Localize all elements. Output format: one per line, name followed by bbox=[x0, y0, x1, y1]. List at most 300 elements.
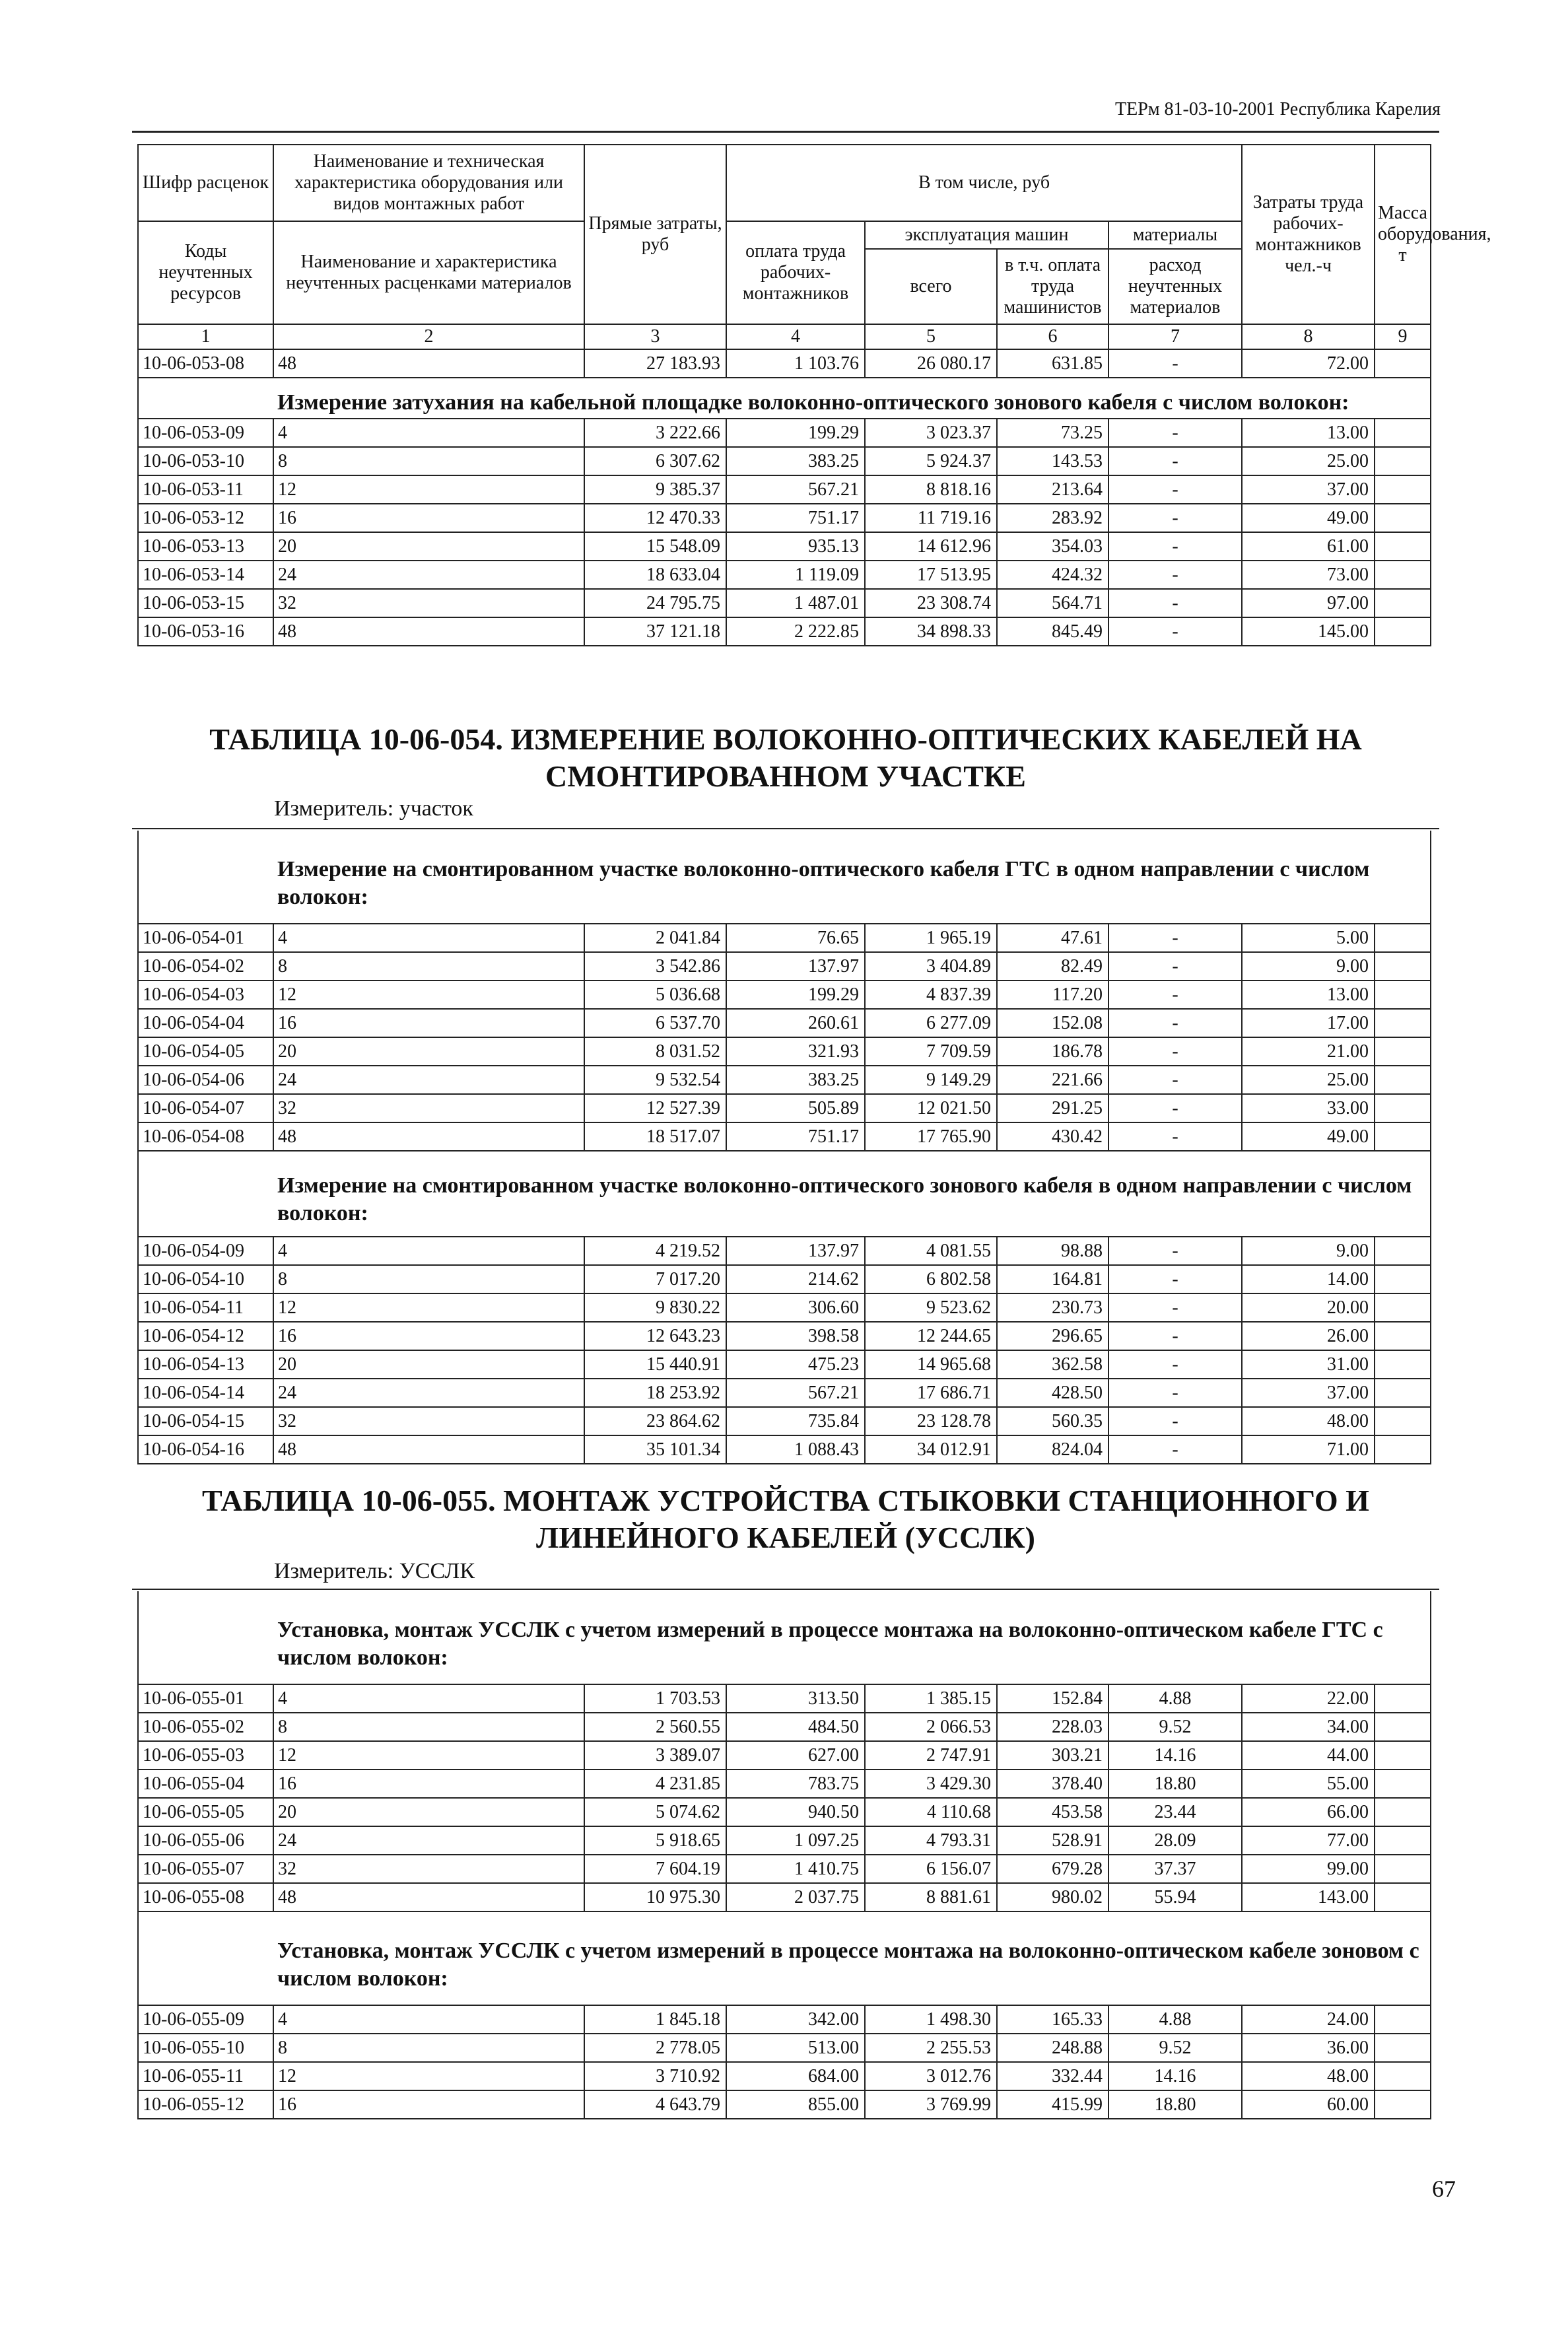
table-cell: 12 643.23 bbox=[584, 1322, 726, 1350]
table-cell: 8 bbox=[273, 952, 584, 980]
column-number: 9 bbox=[1375, 324, 1431, 349]
rate-code-cell: 10-06-055-03 bbox=[138, 1741, 273, 1770]
rate-code-cell: 10-06-053-13 bbox=[138, 532, 273, 561]
table-cell: 362.58 bbox=[997, 1350, 1108, 1379]
table-cell: 152.84 bbox=[997, 1684, 1108, 1713]
table-row bbox=[138, 1855, 1431, 1883]
table-054-title-line2: СМОНТИРОВАННОМ УЧАСТКЕ bbox=[545, 759, 1026, 793]
table-cell: 4 bbox=[273, 1237, 584, 1265]
table-cell: 8 bbox=[273, 2034, 584, 2062]
table-cell: - bbox=[1108, 349, 1242, 378]
table-row bbox=[138, 1741, 1431, 1770]
table-cell: 735.84 bbox=[726, 1407, 865, 1435]
table-cell: 37 121.18 bbox=[584, 617, 726, 646]
col-materials: материалы bbox=[1108, 221, 1242, 249]
table-cell bbox=[1375, 1883, 1431, 1911]
table-cell: 48 bbox=[273, 349, 584, 378]
table-cell: 424.32 bbox=[997, 561, 1108, 589]
table-cell: 143.53 bbox=[997, 447, 1108, 475]
table-cell bbox=[1375, 1322, 1431, 1350]
table-cell: 8 881.61 bbox=[865, 1883, 997, 1911]
table-cell: 296.65 bbox=[997, 1322, 1108, 1350]
table-cell: 4 231.85 bbox=[584, 1770, 726, 1798]
rate-code-cell: 10-06-055-02 bbox=[138, 1713, 273, 1741]
table-cell: 32 bbox=[273, 589, 584, 617]
measure-label: Измеритель: bbox=[274, 1559, 399, 1583]
table-cell: 2 037.75 bbox=[726, 1883, 865, 1911]
table-cell: 16 bbox=[273, 1009, 584, 1037]
table-cell: 18 253.92 bbox=[584, 1379, 726, 1407]
table-cell: - bbox=[1108, 589, 1242, 617]
table-cell: 49.00 bbox=[1242, 1122, 1375, 1151]
table-cell: 4 219.52 bbox=[584, 1237, 726, 1265]
table-cell: 20 bbox=[273, 1798, 584, 1826]
rate-code-cell: 10-06-053-16 bbox=[138, 617, 273, 646]
table-cell: 18 633.04 bbox=[584, 561, 726, 589]
rate-code-cell: 10-06-053-10 bbox=[138, 447, 273, 475]
table-cell: - bbox=[1108, 561, 1242, 589]
table-cell: 31.00 bbox=[1242, 1350, 1375, 1379]
table-cell bbox=[1375, 1037, 1431, 1066]
table-cell: 940.50 bbox=[726, 1798, 865, 1826]
table-cell: 6 277.09 bbox=[865, 1009, 997, 1037]
table-cell: 4.88 bbox=[1108, 1684, 1242, 1713]
table-cell: 24 bbox=[273, 1826, 584, 1855]
table-cell: 16 bbox=[273, 1322, 584, 1350]
table-cell: 9 830.22 bbox=[584, 1293, 726, 1322]
table-cell: 1 097.25 bbox=[726, 1826, 865, 1855]
table-body-a bbox=[138, 419, 1431, 646]
table-cell: 8 bbox=[273, 1265, 584, 1293]
rate-code-cell: 10-06-053-12 bbox=[138, 504, 273, 532]
table-cell: 513.00 bbox=[726, 2034, 865, 2062]
table-cell: 12 bbox=[273, 1293, 584, 1322]
table-cell: 18.80 bbox=[1108, 2090, 1242, 2119]
table-cell: 1 103.76 bbox=[726, 349, 865, 378]
table-cell: 48 bbox=[273, 617, 584, 646]
table-row bbox=[138, 1122, 1431, 1151]
table-cell: 186.78 bbox=[997, 1037, 1108, 1066]
header-rule bbox=[132, 131, 1439, 133]
table-055-rule bbox=[132, 1589, 1439, 1590]
rate-code-cell: 10-06-053-15 bbox=[138, 589, 273, 617]
table-cell: 13.00 bbox=[1242, 980, 1375, 1009]
table-cell: 12 244.65 bbox=[865, 1322, 997, 1350]
table-cell: 11 719.16 bbox=[865, 504, 997, 532]
table-cell: 20 bbox=[273, 532, 584, 561]
rate-code-cell: 10-06-054-02 bbox=[138, 952, 273, 980]
table-cell bbox=[1375, 1293, 1431, 1322]
section-b bbox=[138, 831, 1431, 924]
table-cell: 8 bbox=[273, 1713, 584, 1741]
table-cell bbox=[1375, 924, 1431, 952]
table-cell bbox=[1375, 617, 1431, 646]
section-a bbox=[138, 378, 1431, 419]
table-cell: 378.40 bbox=[997, 1770, 1108, 1798]
table-row bbox=[138, 1883, 1431, 1911]
rate-code-cell: 10-06-054-04 bbox=[138, 1009, 273, 1037]
table-cell: 2 560.55 bbox=[584, 1713, 726, 1741]
table-cell: 33.00 bbox=[1242, 1094, 1375, 1122]
table-cell: 824.04 bbox=[997, 1435, 1108, 1464]
table-cell: 12 bbox=[273, 980, 584, 1009]
table-cell: 26 080.17 bbox=[865, 349, 997, 378]
table-cell: 475.23 bbox=[726, 1350, 865, 1379]
table-cell: 3 769.99 bbox=[865, 2090, 997, 2119]
table-row bbox=[138, 2034, 1431, 2062]
table-cell: 8 031.52 bbox=[584, 1037, 726, 1066]
table-cell bbox=[1375, 349, 1431, 378]
col-name1: Наименование и техническая характеристика оборудования или видов монтажных работ bbox=[273, 145, 584, 221]
table-cell: 24.00 bbox=[1242, 2005, 1375, 2034]
measure-label: Измеритель: bbox=[274, 796, 399, 821]
rate-code-cell: 10-06-055-06 bbox=[138, 1826, 273, 1855]
table-cell bbox=[1375, 1770, 1431, 1798]
table-cell: 14.16 bbox=[1108, 1741, 1242, 1770]
rates-table-053 bbox=[137, 144, 1491, 646]
table-row bbox=[138, 952, 1431, 980]
table-row bbox=[138, 2062, 1431, 2090]
table-cell: 77.00 bbox=[1242, 1826, 1375, 1855]
table-cell: 49.00 bbox=[1242, 504, 1375, 532]
col-shifr: Шифр расценок bbox=[138, 145, 273, 221]
table-cell: - bbox=[1108, 1407, 1242, 1435]
rate-code-cell: 10-06-055-11 bbox=[138, 2062, 273, 2090]
table-cell: 61.00 bbox=[1242, 532, 1375, 561]
table-cell bbox=[1375, 447, 1431, 475]
running-header: ТЕРм 81-03-10-2001 Республика Карелия bbox=[1115, 99, 1441, 120]
table-row bbox=[138, 349, 1431, 378]
rate-code-cell: 10-06-053-14 bbox=[138, 561, 273, 589]
table-cell bbox=[1375, 532, 1431, 561]
page-number: 67 bbox=[1432, 2176, 1456, 2202]
table-cell: 248.88 bbox=[997, 2034, 1108, 2062]
column-number: 6 bbox=[997, 324, 1108, 349]
table-body-c bbox=[138, 1237, 1431, 1464]
table-cell: 5 074.62 bbox=[584, 1798, 726, 1826]
rate-code-cell: 10-06-055-10 bbox=[138, 2034, 273, 2062]
table-cell: - bbox=[1108, 532, 1242, 561]
table-cell: 20 bbox=[273, 1037, 584, 1066]
table-row bbox=[138, 980, 1431, 1009]
table-cell: - bbox=[1108, 475, 1242, 504]
table-cell: 22.00 bbox=[1242, 1684, 1375, 1713]
table-cell: 383.25 bbox=[726, 447, 865, 475]
table-cell: 7 604.19 bbox=[584, 1855, 726, 1883]
table-cell bbox=[1375, 2090, 1431, 2119]
table-054-title-line1: ТАБЛИЦА 10-06-054. ИЗМЕРЕНИЕ ВОЛОКОННО-ОПТИЧЕСКИХ КАБЕЛЕЙ НА bbox=[209, 722, 1362, 756]
table-cell: 6 156.07 bbox=[865, 1855, 997, 1883]
table-cell: 2 041.84 bbox=[584, 924, 726, 952]
table-cell: 24 bbox=[273, 561, 584, 589]
table-cell bbox=[1375, 1009, 1431, 1037]
table-cell: 845.49 bbox=[997, 617, 1108, 646]
rate-code-cell: 10-06-054-13 bbox=[138, 1350, 273, 1379]
table-cell: 82.49 bbox=[997, 952, 1108, 980]
table-cell: 2 778.05 bbox=[584, 2034, 726, 2062]
rate-code-cell: 10-06-054-10 bbox=[138, 1265, 273, 1293]
table-cell bbox=[1375, 1435, 1431, 1464]
table-055-measure bbox=[274, 1559, 475, 1584]
section-d bbox=[138, 1591, 1431, 1684]
table-cell bbox=[1375, 1855, 1431, 1883]
table-cell: 230.73 bbox=[997, 1293, 1108, 1322]
table-cell: 8 818.16 bbox=[865, 475, 997, 504]
table-cell: 71.00 bbox=[1242, 1435, 1375, 1464]
table-row bbox=[138, 1407, 1431, 1435]
table-cell bbox=[1375, 475, 1431, 504]
measure-value: участок bbox=[399, 796, 473, 821]
table-cell: - bbox=[1108, 924, 1242, 952]
section-heading: Измерение затухания на кабельной площадке волоконно-оптического зонового кабеля с числом волокон: bbox=[138, 378, 1431, 419]
table-cell: 5 918.65 bbox=[584, 1826, 726, 1855]
table-cell: 528.91 bbox=[997, 1826, 1108, 1855]
table-row bbox=[138, 475, 1431, 504]
column-number: 3 bbox=[584, 324, 726, 349]
table-cell: 15 440.91 bbox=[584, 1350, 726, 1379]
table-cell bbox=[1375, 1237, 1431, 1265]
table-cell bbox=[1375, 1407, 1431, 1435]
table-cell bbox=[1375, 504, 1431, 532]
table-cell bbox=[1375, 1066, 1431, 1094]
table-cell: 25.00 bbox=[1242, 447, 1375, 475]
rate-code-cell: 10-06-055-07 bbox=[138, 1855, 273, 1883]
table-cell: - bbox=[1108, 1122, 1242, 1151]
table-cell: 3 429.30 bbox=[865, 1770, 997, 1798]
table-cell: - bbox=[1108, 1037, 1242, 1066]
table-cell: 3 542.86 bbox=[584, 952, 726, 980]
rate-code-cell: 10-06-053-09 bbox=[138, 419, 273, 447]
table-cell: 10 975.30 bbox=[584, 1883, 726, 1911]
table-cell: 383.25 bbox=[726, 1066, 865, 1094]
table-row bbox=[138, 2005, 1431, 2034]
table-cell: 2 255.53 bbox=[865, 2034, 997, 2062]
table-cell: 3 012.76 bbox=[865, 2062, 997, 2090]
table-cell: 3 222.66 bbox=[584, 419, 726, 447]
table-cell: - bbox=[1108, 1379, 1242, 1407]
table-cell: 99.00 bbox=[1242, 1855, 1375, 1883]
table-cell: 484.50 bbox=[726, 1713, 865, 1741]
table-body-b bbox=[138, 924, 1431, 1151]
table-cell: 5 036.68 bbox=[584, 980, 726, 1009]
table-row bbox=[138, 1293, 1431, 1322]
table-cell bbox=[1375, 1741, 1431, 1770]
table-cell: 306.60 bbox=[726, 1293, 865, 1322]
table-cell: - bbox=[1108, 1293, 1242, 1322]
table-cell bbox=[1375, 1713, 1431, 1741]
table-cell bbox=[1375, 1122, 1431, 1151]
table-cell: 15 548.09 bbox=[584, 532, 726, 561]
col-kody: Коды неучтенных ресурсов bbox=[138, 221, 273, 324]
table-cell: 55.00 bbox=[1242, 1770, 1375, 1798]
column-number: 8 bbox=[1242, 324, 1375, 349]
table-row bbox=[138, 1798, 1431, 1826]
table-body-row0 bbox=[138, 349, 1431, 378]
table-row bbox=[138, 1379, 1431, 1407]
table-cell: 3 404.89 bbox=[865, 952, 997, 980]
table-cell: 16 bbox=[273, 1770, 584, 1798]
table-cell bbox=[1375, 2005, 1431, 2034]
table-cell: 5 924.37 bbox=[865, 447, 997, 475]
table-cell: 37.37 bbox=[1108, 1855, 1242, 1883]
table-cell: 684.00 bbox=[726, 2062, 865, 2090]
table-cell: 48 bbox=[273, 1883, 584, 1911]
table-row bbox=[138, 617, 1431, 646]
column-number: 4 bbox=[726, 324, 865, 349]
table-cell: 453.58 bbox=[997, 1798, 1108, 1826]
section-heading: Установка, монтаж УССЛК с учетом измерений в процессе монтажа на волоконно-оптическом кабеле ГТС с числом волокон: bbox=[138, 1591, 1431, 1684]
table-cell: 1 487.01 bbox=[726, 589, 865, 617]
table-cell: 567.21 bbox=[726, 475, 865, 504]
table-cell: 35 101.34 bbox=[584, 1435, 726, 1464]
table-cell: - bbox=[1108, 1265, 1242, 1293]
table-cell: 505.89 bbox=[726, 1094, 865, 1122]
table-cell: 72.00 bbox=[1242, 349, 1375, 378]
table-cell: - bbox=[1108, 1435, 1242, 1464]
table-cell: 17 765.90 bbox=[865, 1122, 997, 1151]
table-cell: 12 470.33 bbox=[584, 504, 726, 532]
table-cell: 213.64 bbox=[997, 475, 1108, 504]
section-heading: Установка, монтаж УССЛК с учетом измерений в процессе монтажа на волоконно-оптическом кабеле зоновом с числом волокон: bbox=[138, 1911, 1431, 2005]
table-cell: 4 bbox=[273, 419, 584, 447]
table-cell: 4 081.55 bbox=[865, 1237, 997, 1265]
rates-table-054 bbox=[137, 831, 1431, 1464]
table-cell: 1 845.18 bbox=[584, 2005, 726, 2034]
table-cell: 7 709.59 bbox=[865, 1037, 997, 1066]
rate-code-cell: 10-06-053-11 bbox=[138, 475, 273, 504]
table-row bbox=[138, 1713, 1431, 1741]
rate-code-cell: 10-06-053-08 bbox=[138, 349, 273, 378]
table-cell: 37.00 bbox=[1242, 1379, 1375, 1407]
table-cell: 36.00 bbox=[1242, 2034, 1375, 2062]
table-cell: 98.88 bbox=[997, 1237, 1108, 1265]
col-name2: Наименование и характеристика неучтенных расценками материалов bbox=[273, 221, 584, 324]
table-cell: 221.66 bbox=[997, 1066, 1108, 1094]
table-cell: 16 bbox=[273, 504, 584, 532]
table-cell: 1 385.15 bbox=[865, 1684, 997, 1713]
rate-code-cell: 10-06-054-08 bbox=[138, 1122, 273, 1151]
table-cell: 5.00 bbox=[1242, 924, 1375, 952]
table-cell bbox=[1375, 1265, 1431, 1293]
table-cell: 143.00 bbox=[1242, 1883, 1375, 1911]
table-row bbox=[138, 1265, 1431, 1293]
table-cell: 855.00 bbox=[726, 2090, 865, 2119]
table-cell: 567.21 bbox=[726, 1379, 865, 1407]
table-cell: - bbox=[1108, 1094, 1242, 1122]
table-cell: 145.00 bbox=[1242, 617, 1375, 646]
table-cell: 34.00 bbox=[1242, 1713, 1375, 1741]
table-cell: 23 308.74 bbox=[865, 589, 997, 617]
table-cell: 18 517.07 bbox=[584, 1122, 726, 1151]
table-cell: 783.75 bbox=[726, 1770, 865, 1798]
table-cell: 1 410.75 bbox=[726, 1855, 865, 1883]
table-cell: 428.50 bbox=[997, 1379, 1108, 1407]
table-cell: 44.00 bbox=[1242, 1741, 1375, 1770]
table-row bbox=[138, 924, 1431, 952]
table-cell: 9 532.54 bbox=[584, 1066, 726, 1094]
table-cell: 2 747.91 bbox=[865, 1741, 997, 1770]
table-cell: 332.44 bbox=[997, 2062, 1108, 2090]
table-cell: 3 389.07 bbox=[584, 1741, 726, 1770]
table-cell bbox=[1375, 980, 1431, 1009]
table-cell: 935.13 bbox=[726, 532, 865, 561]
rate-code-cell: 10-06-055-05 bbox=[138, 1798, 273, 1826]
table-cell: 313.50 bbox=[726, 1684, 865, 1713]
table-cell: 6 307.62 bbox=[584, 447, 726, 475]
table-cell: 164.81 bbox=[997, 1265, 1108, 1293]
table-cell: 23 128.78 bbox=[865, 1407, 997, 1435]
table-cell: - bbox=[1108, 1237, 1242, 1265]
table-cell: 4 bbox=[273, 2005, 584, 2034]
rate-code-cell: 10-06-055-04 bbox=[138, 1770, 273, 1798]
table-cell: - bbox=[1108, 1350, 1242, 1379]
col-direct: Прямые затраты, руб bbox=[584, 145, 726, 324]
table-row bbox=[138, 1094, 1431, 1122]
table-cell: - bbox=[1108, 952, 1242, 980]
table-cell: 20 bbox=[273, 1350, 584, 1379]
table-cell: 24 bbox=[273, 1066, 584, 1094]
table-cell: 66.00 bbox=[1242, 1798, 1375, 1826]
table-cell: 14 612.96 bbox=[865, 532, 997, 561]
table-cell: 631.85 bbox=[997, 349, 1108, 378]
rate-code-cell: 10-06-054-11 bbox=[138, 1293, 273, 1322]
table-cell: 48.00 bbox=[1242, 1407, 1375, 1435]
table-cell: 14 965.68 bbox=[865, 1350, 997, 1379]
column-number: 1 bbox=[138, 324, 273, 349]
column-number: 5 bbox=[865, 324, 997, 349]
table-cell: 32 bbox=[273, 1407, 584, 1435]
table-cell bbox=[1375, 952, 1431, 980]
table-cell: 303.21 bbox=[997, 1741, 1108, 1770]
table-cell: 9 385.37 bbox=[584, 475, 726, 504]
table-cell: 4 110.68 bbox=[865, 1798, 997, 1826]
table-cell: 260.61 bbox=[726, 1009, 865, 1037]
table-row bbox=[138, 1684, 1431, 1713]
table-cell bbox=[1375, 2062, 1431, 2090]
table-cell: 1 965.19 bbox=[865, 924, 997, 952]
table-cell: 26.00 bbox=[1242, 1322, 1375, 1350]
table-header bbox=[138, 145, 1491, 349]
table-cell: 137.97 bbox=[726, 1237, 865, 1265]
table-cell: 12 bbox=[273, 475, 584, 504]
table-cell: - bbox=[1108, 447, 1242, 475]
rate-code-cell: 10-06-054-15 bbox=[138, 1407, 273, 1435]
table-cell: 32 bbox=[273, 1094, 584, 1122]
table-row bbox=[138, 447, 1431, 475]
col-total: всего bbox=[865, 249, 997, 324]
table-cell: 2 222.85 bbox=[726, 617, 865, 646]
table-cell: 9.52 bbox=[1108, 1713, 1242, 1741]
table-cell: 291.25 bbox=[997, 1094, 1108, 1122]
rate-code-cell: 10-06-054-09 bbox=[138, 1237, 273, 1265]
table-cell: 25.00 bbox=[1242, 1066, 1375, 1094]
table-cell: 117.20 bbox=[997, 980, 1108, 1009]
table-cell: 4 837.39 bbox=[865, 980, 997, 1009]
section-c bbox=[138, 1151, 1431, 1237]
table-cell: 3 710.92 bbox=[584, 2062, 726, 2090]
col-labor: оплата труда рабочих-монтажников bbox=[726, 221, 865, 324]
table-cell: 283.92 bbox=[997, 504, 1108, 532]
table-cell: 4 bbox=[273, 1684, 584, 1713]
table-row bbox=[138, 1066, 1431, 1094]
table-cell: 9.00 bbox=[1242, 1237, 1375, 1265]
table-cell: 430.42 bbox=[997, 1122, 1108, 1151]
table-cell: 48.00 bbox=[1242, 2062, 1375, 2090]
table-cell: 679.28 bbox=[997, 1855, 1108, 1883]
table-cell: 199.29 bbox=[726, 419, 865, 447]
table-row bbox=[138, 2090, 1431, 2119]
rate-code-cell: 10-06-054-14 bbox=[138, 1379, 273, 1407]
